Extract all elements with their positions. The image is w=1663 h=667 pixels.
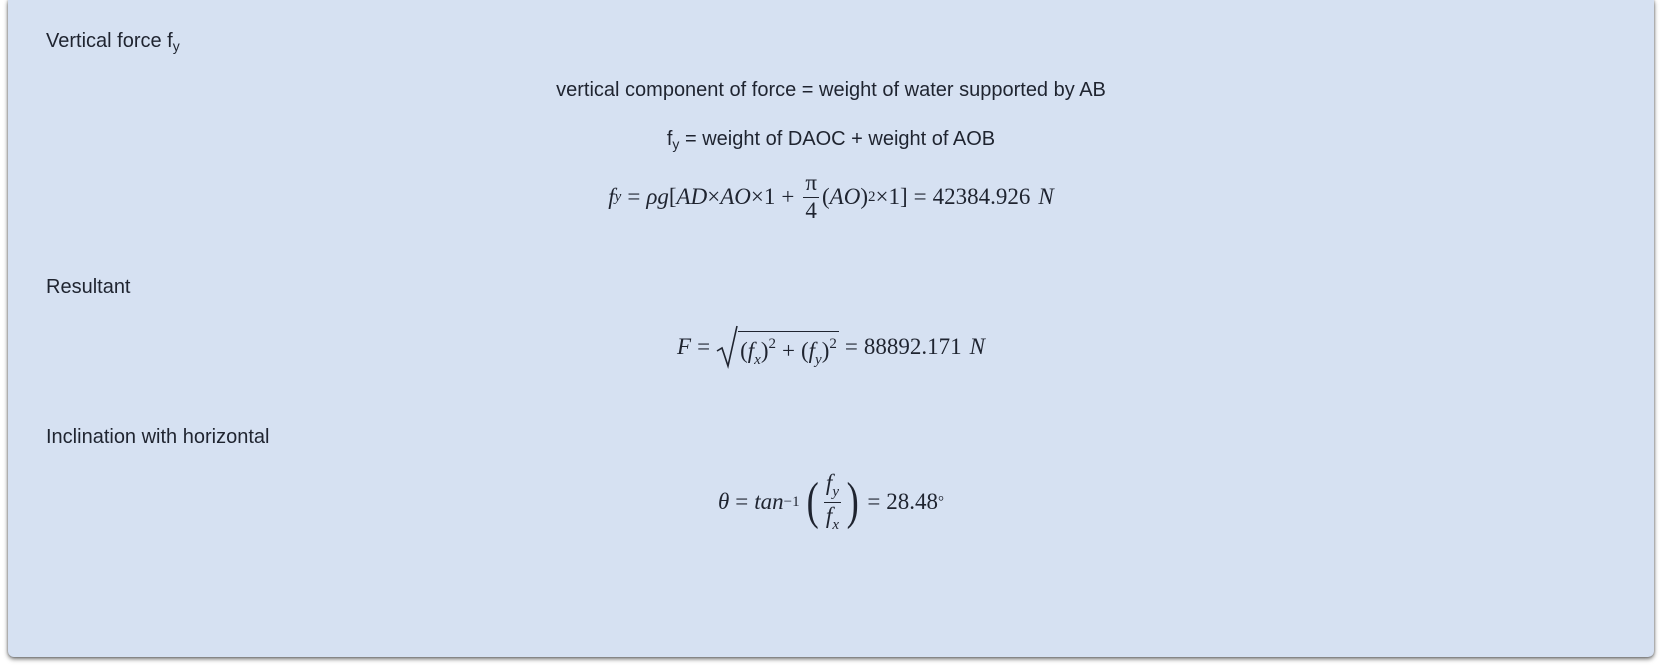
resultant-unit: N xyxy=(969,334,985,359)
square-root-icon: $(f_x)^2 + (f_y)^2$ xyxy=(716,325,839,369)
inclination-heading: Inclination with horizontal xyxy=(46,426,270,448)
resultant-heading: Resultant xyxy=(46,276,131,298)
content-card xyxy=(8,0,1654,657)
resultant-equation: F = $(f_x)^2 + (f_y)^2$ = 88892.171 N xyxy=(8,322,1654,372)
fy-value: 42384.926 xyxy=(932,184,1031,209)
vertical-component-statement: vertical component of force = weight of water supported by AB xyxy=(556,79,1106,101)
inclination-equation: θ = tan −1 ( $\frac{f_y}{f_x}$ ) = 28.48 ° xyxy=(717,469,945,533)
fy-weight-statement: $f_y$ = weight of DAOC + weight of AOB xyxy=(666,128,996,152)
vertical-force-heading: Vertical force $f_y$ xyxy=(46,30,180,54)
angle-value: 28.48 xyxy=(886,489,939,514)
degree-unit: ° xyxy=(938,493,945,510)
resultant-value: 88892.171 xyxy=(863,334,962,359)
fy-equation: f y = ρg [ AD × AO ×1 + $\frac{\pi}{4}$ ( AO ) 2 ×1] = 42384.926 N xyxy=(608,170,1054,223)
fy-unit: N xyxy=(1038,184,1054,209)
